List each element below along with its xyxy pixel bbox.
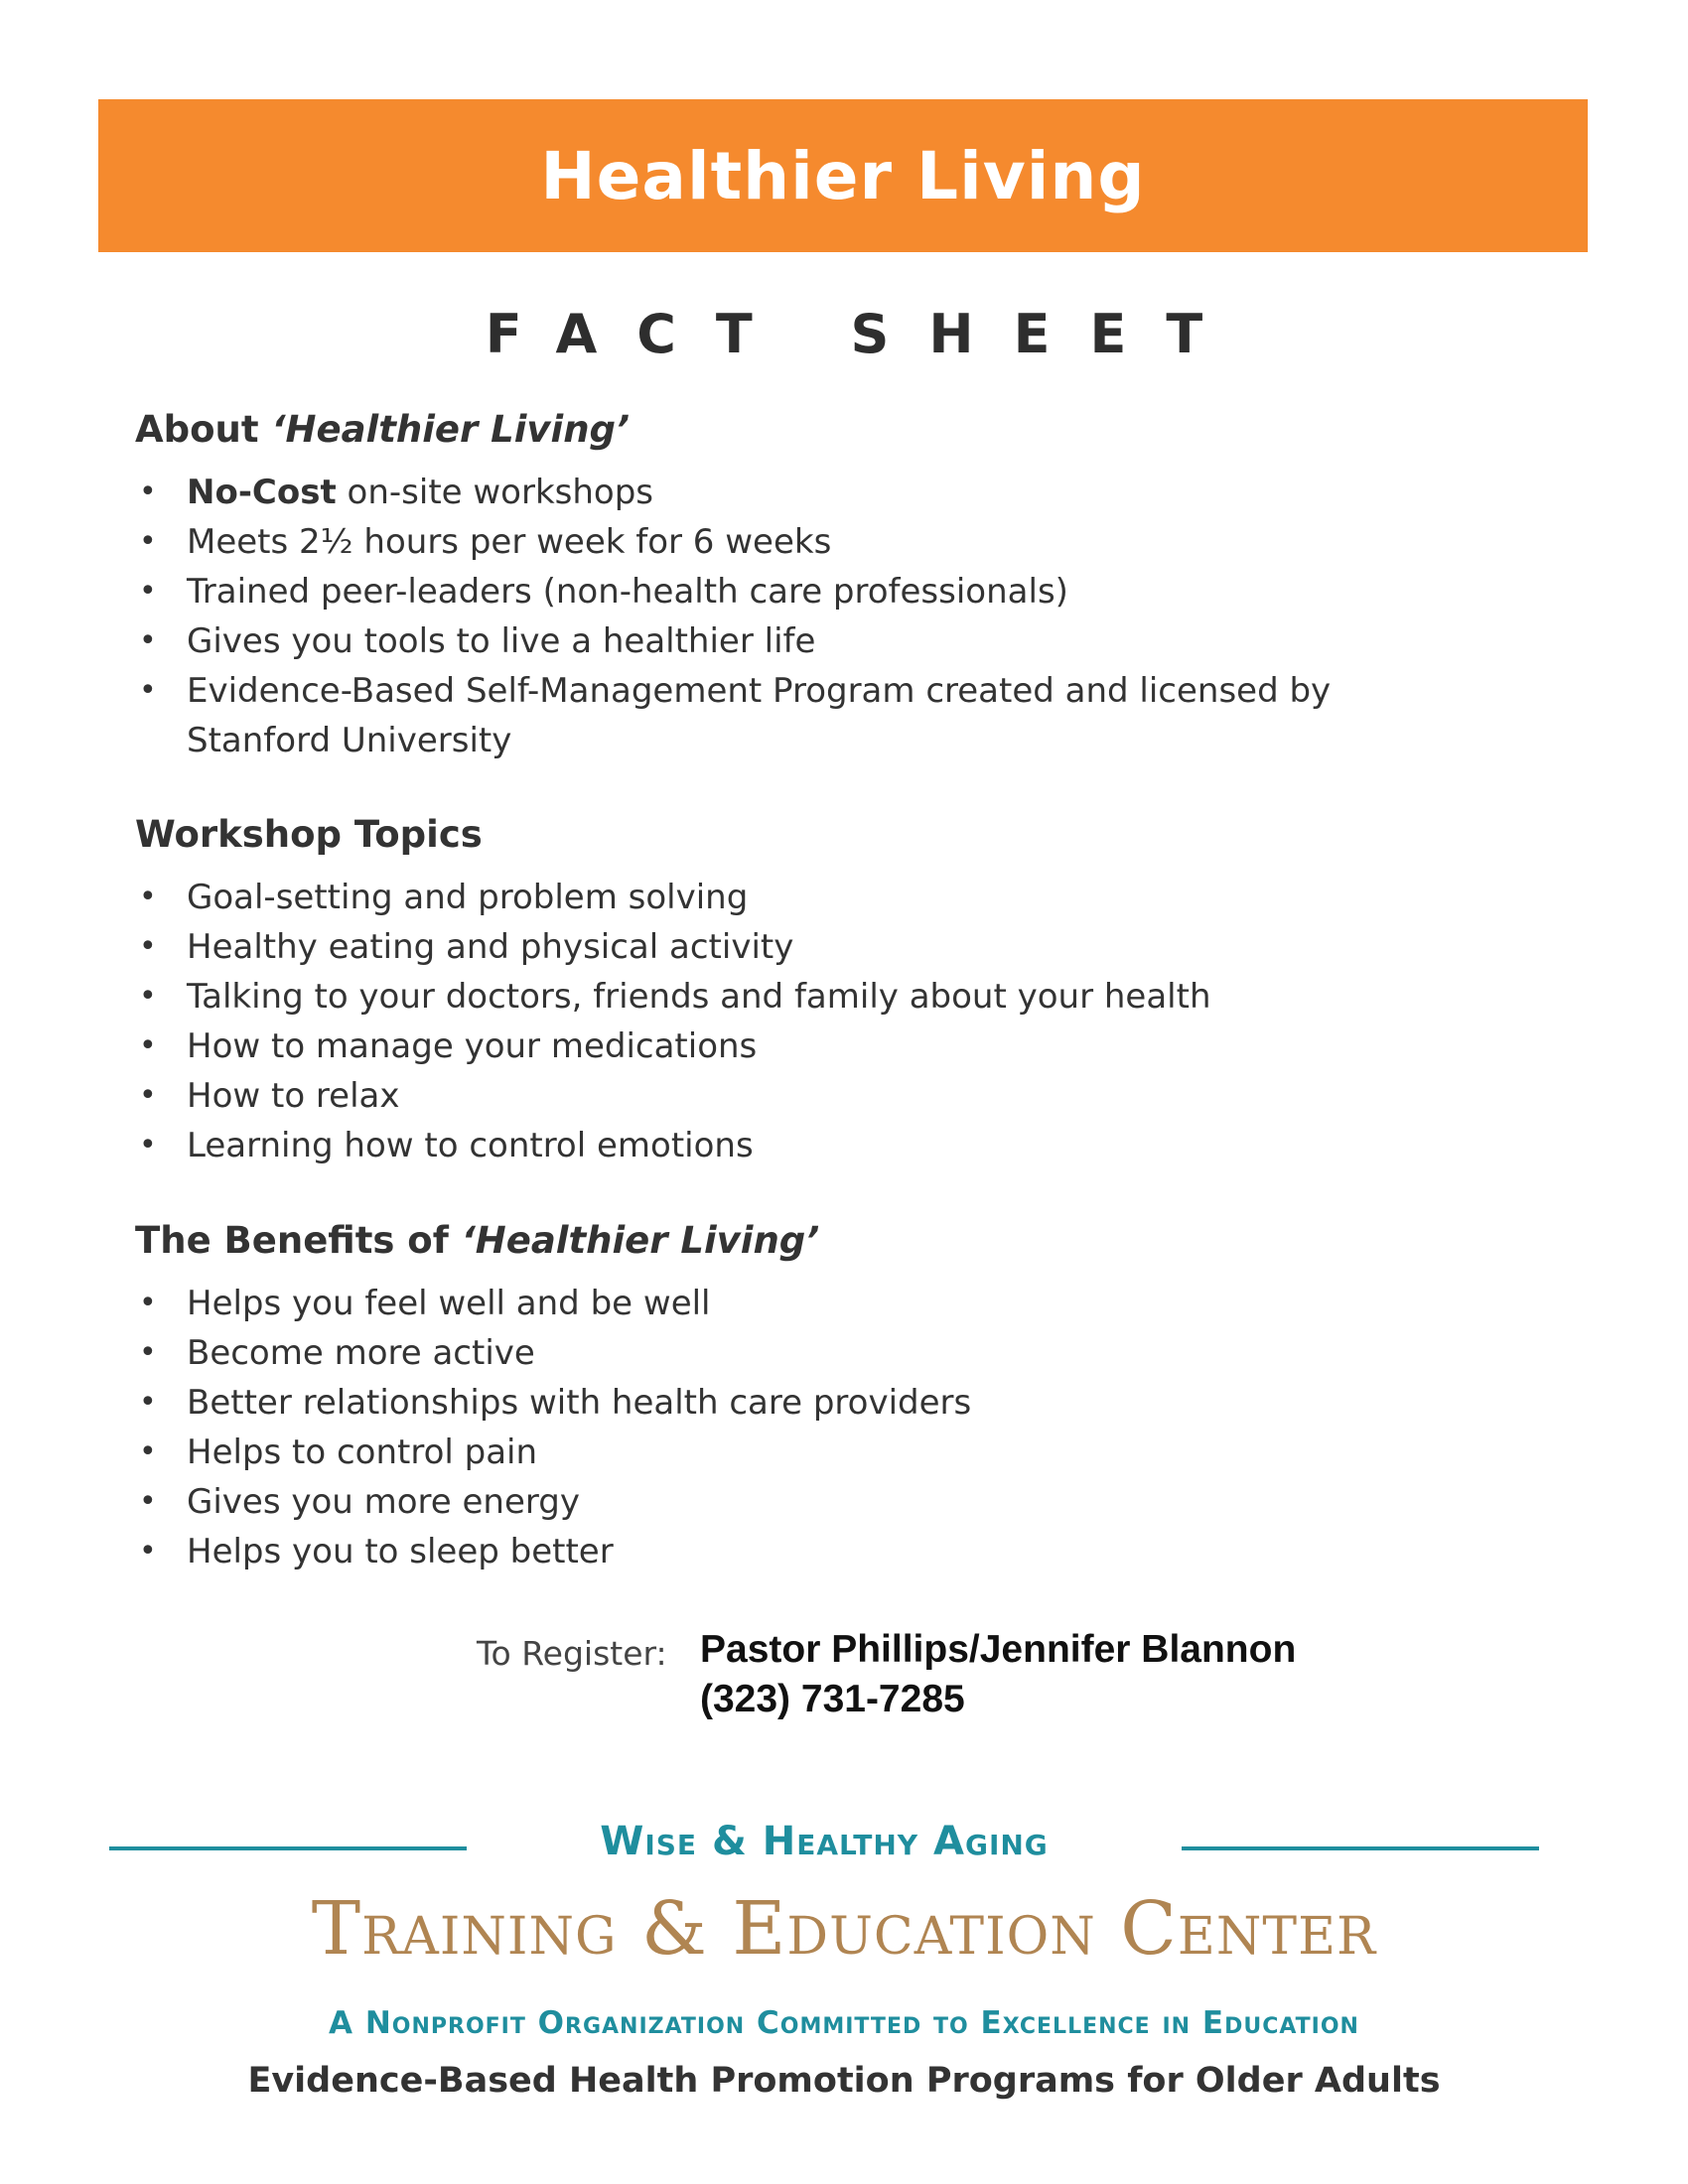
fact-sheet-subtitle: FACT SHEET xyxy=(485,303,1243,365)
bullet-icon: • xyxy=(139,1534,157,1569)
list-item: • Evidence-Based Self-Management Program created and licensed by Stanford University xyxy=(135,666,1358,765)
bullet-icon: • xyxy=(139,979,157,1014)
list-item: • Meets 2½ hours per week for 6 weeks xyxy=(135,517,1525,567)
footer-divider-left xyxy=(109,1846,467,1850)
register-phone[interactable]: (323) 731-7285 xyxy=(700,1678,965,1720)
list-item: • Become more active xyxy=(135,1328,1525,1378)
register-contact: Pastor Phillips/Jennifer Blannon xyxy=(700,1628,1297,1671)
bullet-icon: • xyxy=(139,1028,157,1063)
about-heading: About ‘Healthier Living’ xyxy=(135,408,631,451)
list-item: • Healthy eating and physical activity xyxy=(135,922,1525,972)
list-item: • Helps you to sleep better xyxy=(135,1527,1525,1576)
banner-title: Healthier Living xyxy=(540,137,1146,214)
bullet-icon: • xyxy=(139,574,157,609)
list-item: • How to relax xyxy=(135,1071,1525,1121)
benefits-heading: The Benefits of ‘Healthier Living’ xyxy=(135,1219,820,1262)
benefits-list xyxy=(135,1279,1525,1576)
bullet-icon: • xyxy=(139,929,157,964)
bullet-icon: • xyxy=(139,1078,157,1113)
list-item: • Talking to your doctors, friends and family about your health xyxy=(135,972,1525,1022)
list-item: • No-Cost on-site workshops xyxy=(135,468,1525,517)
footer-training-center: Training & Education Center xyxy=(311,1886,1377,1972)
bullet-icon: • xyxy=(139,1335,157,1370)
list-item: • Better relationships with health care providers xyxy=(135,1378,1525,1428)
footer-tagline: Evidence-Based Health Promotion Programs for Older Adults xyxy=(247,2061,1441,2101)
topics-heading: Workshop Topics xyxy=(135,813,483,856)
list-item: • Helps to control pain xyxy=(135,1428,1525,1477)
benefits-section xyxy=(135,1213,1525,1576)
list-item: • Trained peer-leaders (non-health care professionals) xyxy=(135,567,1525,616)
bullet-icon: • xyxy=(139,1128,157,1162)
bullet-icon: • xyxy=(139,673,157,708)
footer-wise-healthy-aging: Wise & Healthy Aging xyxy=(600,1819,1049,1864)
about-section xyxy=(135,402,1525,765)
title-banner xyxy=(98,99,1588,252)
list-item: • How to manage your medications xyxy=(135,1022,1525,1071)
list-item: • Gives you more energy xyxy=(135,1477,1525,1527)
bullet-icon: • xyxy=(139,1434,157,1469)
bullet-icon: • xyxy=(139,880,157,914)
footer-nonprofit-line: A Nonprofit Organization Committed to Excellence in Education xyxy=(329,2005,1359,2041)
list-item: • Learning how to control emotions xyxy=(135,1121,1525,1170)
list-item: • Goal-setting and problem solving xyxy=(135,873,1525,922)
bullet-icon: • xyxy=(139,524,157,559)
about-list xyxy=(135,468,1525,765)
bullet-icon: • xyxy=(139,1484,157,1519)
topics-section xyxy=(135,807,1525,1170)
bullet-icon: • xyxy=(139,1286,157,1320)
bullet-icon: • xyxy=(139,623,157,658)
register-label: To Register: xyxy=(477,1634,667,1673)
bullet-icon: • xyxy=(139,475,157,509)
bullet-icon: • xyxy=(139,1385,157,1420)
list-item: • Helps you feel well and be well xyxy=(135,1279,1525,1328)
footer-divider-right xyxy=(1182,1846,1539,1850)
topics-list xyxy=(135,873,1525,1170)
list-item: • Gives you tools to live a healthier life xyxy=(135,616,1525,666)
